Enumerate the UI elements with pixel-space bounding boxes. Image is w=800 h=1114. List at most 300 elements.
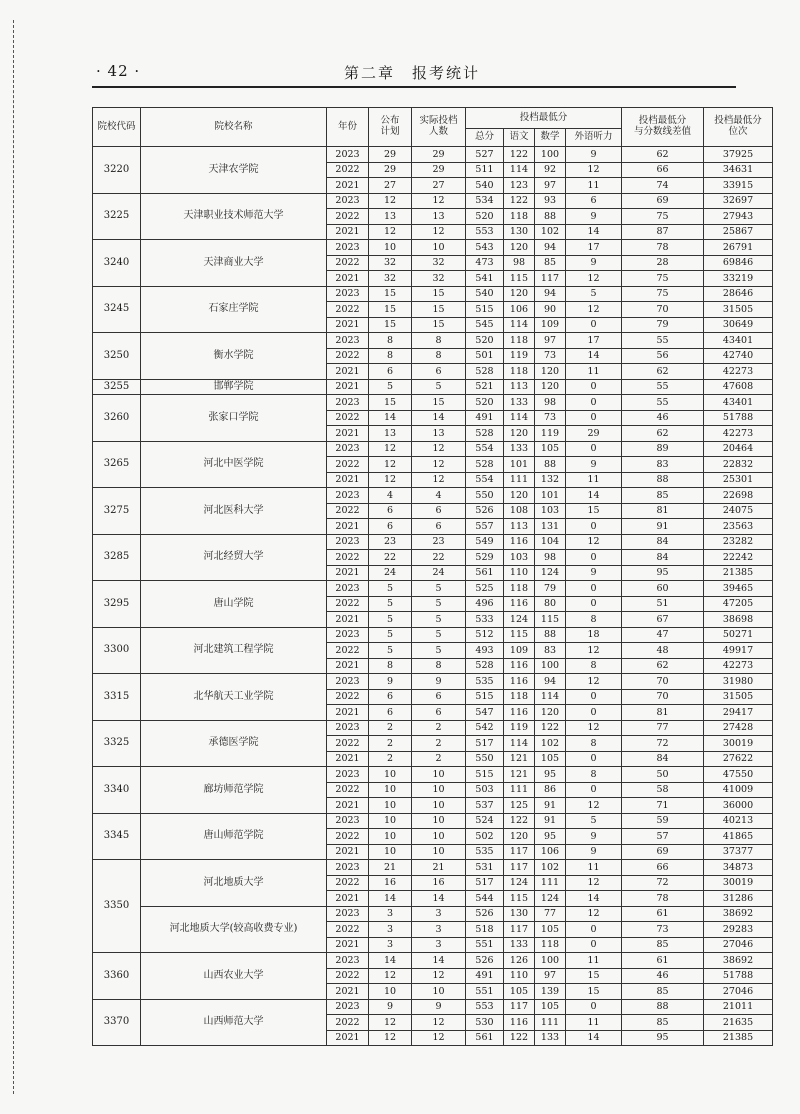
cell-rank: 42273	[704, 364, 773, 380]
cell-plan: 29	[369, 147, 412, 163]
cell-foreign: 14	[566, 1030, 622, 1046]
cell-chinese: 115	[504, 891, 535, 907]
cell-enrolled: 12	[412, 224, 466, 240]
cell-year: 2021	[327, 472, 369, 488]
cell-diff: 62	[622, 364, 704, 380]
page-number: · 42 ·	[96, 62, 141, 80]
cell-rank: 30019	[704, 736, 773, 752]
school-name: 河北地质大学	[141, 860, 327, 907]
cell-rank: 42740	[704, 348, 773, 364]
cell-year: 2023	[327, 240, 369, 256]
cell-plan: 10	[369, 984, 412, 1000]
cell-chinese: 120	[504, 286, 535, 302]
cell-foreign: 0	[566, 410, 622, 426]
cell-year: 2023	[327, 720, 369, 736]
cell-chinese: 103	[504, 550, 535, 566]
school-name: 张家口学院	[141, 395, 327, 442]
cell-year: 2021	[327, 984, 369, 1000]
table-row	[93, 720, 773, 736]
cell-enrolled: 14	[412, 953, 466, 969]
cell-plan: 23	[369, 534, 412, 550]
cell-year: 2022	[327, 782, 369, 798]
cell-year: 2021	[327, 612, 369, 628]
cell-plan: 8	[369, 658, 412, 674]
admission-score-table	[92, 107, 773, 1046]
cell-diff: 70	[622, 302, 704, 318]
cell-total: 537	[466, 798, 504, 814]
cell-foreign: 12	[566, 271, 622, 287]
cell-diff: 62	[622, 426, 704, 442]
cell-diff: 48	[622, 643, 704, 659]
cell-year: 2021	[327, 751, 369, 767]
cell-diff: 46	[622, 968, 704, 984]
cell-plan: 5	[369, 612, 412, 628]
cell-year: 2022	[327, 689, 369, 705]
cell-year: 2021	[327, 891, 369, 907]
cell-total: 491	[466, 968, 504, 984]
cell-diff: 58	[622, 782, 704, 798]
cell-rank: 27622	[704, 751, 773, 767]
cell-diff: 55	[622, 395, 704, 411]
cell-year: 2022	[327, 162, 369, 178]
cell-foreign: 9	[566, 565, 622, 581]
cell-total: 561	[466, 565, 504, 581]
cell-enrolled: 3	[412, 937, 466, 953]
cell-total: 496	[466, 596, 504, 612]
cell-total: 521	[466, 379, 504, 395]
school-code: 3225	[93, 193, 141, 240]
cell-foreign: 11	[566, 364, 622, 380]
school-code: 3295	[93, 581, 141, 628]
cell-foreign: 8	[566, 736, 622, 752]
cell-plan: 12	[369, 441, 412, 457]
header-rank: 投档最低分 位次	[704, 108, 773, 147]
cell-enrolled: 8	[412, 658, 466, 674]
cell-rank: 43401	[704, 395, 773, 411]
cell-enrolled: 10	[412, 782, 466, 798]
cell-chinese: 105	[504, 984, 535, 1000]
cell-diff: 75	[622, 209, 704, 225]
cell-rank: 27046	[704, 937, 773, 953]
cell-foreign: 15	[566, 984, 622, 1000]
cell-diff: 95	[622, 1030, 704, 1046]
cell-year: 2021	[327, 798, 369, 814]
cell-diff: 57	[622, 829, 704, 845]
cell-foreign: 0	[566, 999, 622, 1015]
cell-math: 86	[535, 782, 566, 798]
cell-plan: 5	[369, 581, 412, 597]
school-name: 天津商业大学	[141, 240, 327, 287]
cell-diff: 87	[622, 224, 704, 240]
cell-total: 550	[466, 488, 504, 504]
cell-total: 535	[466, 844, 504, 860]
cell-chinese: 124	[504, 612, 535, 628]
cell-year: 2023	[327, 147, 369, 163]
cell-math: 88	[535, 627, 566, 643]
cell-enrolled: 3	[412, 906, 466, 922]
cell-total: 553	[466, 224, 504, 240]
cell-enrolled: 32	[412, 255, 466, 271]
cell-year: 2022	[327, 457, 369, 473]
cell-diff: 75	[622, 286, 704, 302]
cell-foreign: 0	[566, 751, 622, 767]
cell-foreign: 9	[566, 844, 622, 860]
cell-rank: 41009	[704, 782, 773, 798]
cell-diff: 62	[622, 658, 704, 674]
cell-plan: 10	[369, 240, 412, 256]
cell-total: 554	[466, 472, 504, 488]
cell-rank: 20464	[704, 441, 773, 457]
school-code: 3300	[93, 627, 141, 674]
cell-enrolled: 24	[412, 565, 466, 581]
page-header	[92, 62, 732, 84]
cell-rank: 26791	[704, 240, 773, 256]
cell-total: 550	[466, 751, 504, 767]
cell-plan: 12	[369, 1030, 412, 1046]
cell-enrolled: 5	[412, 612, 466, 628]
chapter-title: 第二章 报考统计	[343, 64, 480, 82]
header-code: 院校代码	[93, 108, 141, 147]
cell-rank: 47550	[704, 767, 773, 783]
cell-diff: 77	[622, 720, 704, 736]
cell-total: 501	[466, 348, 504, 364]
cell-foreign: 0	[566, 581, 622, 597]
school-code: 3350	[93, 860, 141, 953]
cell-plan: 21	[369, 860, 412, 876]
cell-year: 2021	[327, 519, 369, 535]
cell-plan: 8	[369, 348, 412, 364]
cell-plan: 15	[369, 395, 412, 411]
cell-total: 473	[466, 255, 504, 271]
cell-chinese: 111	[504, 782, 535, 798]
cell-year: 2022	[327, 550, 369, 566]
cell-chinese: 133	[504, 441, 535, 457]
cell-year: 2022	[327, 829, 369, 845]
cell-year: 2021	[327, 1030, 369, 1046]
cell-total: 530	[466, 1015, 504, 1031]
cell-foreign: 9	[566, 255, 622, 271]
cell-chinese: 114	[504, 410, 535, 426]
cell-rank: 50271	[704, 627, 773, 643]
cell-rank: 23563	[704, 519, 773, 535]
cell-rank: 51788	[704, 410, 773, 426]
cell-chinese: 120	[504, 488, 535, 504]
cell-enrolled: 32	[412, 271, 466, 287]
cell-rank: 47608	[704, 379, 773, 395]
cell-foreign: 9	[566, 209, 622, 225]
cell-plan: 9	[369, 674, 412, 690]
cell-total: 541	[466, 271, 504, 287]
cell-diff: 61	[622, 906, 704, 922]
cell-chinese: 119	[504, 348, 535, 364]
cell-rank: 51788	[704, 968, 773, 984]
cell-enrolled: 10	[412, 813, 466, 829]
cell-foreign: 17	[566, 333, 622, 349]
table-row	[93, 193, 773, 209]
cell-chinese: 122	[504, 1030, 535, 1046]
cell-diff: 84	[622, 534, 704, 550]
cell-diff: 85	[622, 984, 704, 1000]
cell-chinese: 98	[504, 255, 535, 271]
cell-diff: 88	[622, 999, 704, 1015]
cell-total: 549	[466, 534, 504, 550]
cell-diff: 28	[622, 255, 704, 271]
cell-foreign: 12	[566, 798, 622, 814]
cell-total: 528	[466, 426, 504, 442]
cell-foreign: 9	[566, 457, 622, 473]
cell-chinese: 119	[504, 720, 535, 736]
cell-math: 100	[535, 147, 566, 163]
cell-enrolled: 12	[412, 193, 466, 209]
cell-math: 101	[535, 488, 566, 504]
cell-math: 102	[535, 860, 566, 876]
cell-foreign: 12	[566, 875, 622, 891]
cell-foreign: 11	[566, 860, 622, 876]
cell-diff: 95	[622, 565, 704, 581]
cell-foreign: 14	[566, 348, 622, 364]
cell-rank: 29417	[704, 705, 773, 721]
school-name: 山西农业大学	[141, 953, 327, 1000]
binding-line	[13, 20, 14, 1094]
cell-math: 92	[535, 162, 566, 178]
cell-plan: 15	[369, 302, 412, 318]
cell-foreign: 14	[566, 891, 622, 907]
cell-rank: 21011	[704, 999, 773, 1015]
cell-enrolled: 6	[412, 364, 466, 380]
header-rule	[92, 86, 736, 88]
cell-math: 73	[535, 348, 566, 364]
cell-year: 2022	[327, 596, 369, 612]
school-code: 3260	[93, 395, 141, 442]
cell-rank: 47205	[704, 596, 773, 612]
cell-enrolled: 23	[412, 534, 466, 550]
cell-foreign: 0	[566, 519, 622, 535]
cell-chinese: 116	[504, 1015, 535, 1031]
cell-chinese: 124	[504, 875, 535, 891]
cell-rank: 39465	[704, 581, 773, 597]
cell-rank: 49917	[704, 643, 773, 659]
cell-year: 2023	[327, 674, 369, 690]
cell-enrolled: 15	[412, 317, 466, 333]
cell-year: 2022	[327, 736, 369, 752]
cell-rank: 33915	[704, 178, 773, 194]
cell-diff: 73	[622, 922, 704, 938]
cell-rank: 38692	[704, 906, 773, 922]
cell-total: 528	[466, 457, 504, 473]
table-row	[93, 767, 773, 783]
cell-diff: 62	[622, 147, 704, 163]
cell-enrolled: 8	[412, 333, 466, 349]
cell-foreign: 6	[566, 193, 622, 209]
cell-chinese: 116	[504, 674, 535, 690]
cell-total: 526	[466, 503, 504, 519]
cell-foreign: 0	[566, 317, 622, 333]
cell-plan: 6	[369, 503, 412, 519]
cell-plan: 10	[369, 844, 412, 860]
cell-total: 520	[466, 209, 504, 225]
cell-rank: 28646	[704, 286, 773, 302]
cell-foreign: 9	[566, 147, 622, 163]
cell-diff: 79	[622, 317, 704, 333]
cell-total: 520	[466, 395, 504, 411]
table-row	[93, 674, 773, 690]
cell-chinese: 116	[504, 658, 535, 674]
school-code: 3345	[93, 813, 141, 860]
cell-plan: 12	[369, 1015, 412, 1031]
cell-total: 561	[466, 1030, 504, 1046]
cell-plan: 14	[369, 953, 412, 969]
cell-year: 2021	[327, 705, 369, 721]
cell-math: 98	[535, 395, 566, 411]
cell-math: 133	[535, 1030, 566, 1046]
cell-enrolled: 3	[412, 922, 466, 938]
cell-rank: 38692	[704, 953, 773, 969]
cell-diff: 56	[622, 348, 704, 364]
cell-enrolled: 10	[412, 844, 466, 860]
cell-chinese: 118	[504, 581, 535, 597]
cell-enrolled: 27	[412, 178, 466, 194]
cell-rank: 21385	[704, 565, 773, 581]
cell-chinese: 121	[504, 767, 535, 783]
cell-chinese: 117	[504, 999, 535, 1015]
cell-math: 97	[535, 333, 566, 349]
cell-enrolled: 12	[412, 441, 466, 457]
table-row	[93, 441, 773, 457]
cell-year: 2023	[327, 441, 369, 457]
cell-plan: 5	[369, 596, 412, 612]
cell-rank: 25301	[704, 472, 773, 488]
cell-diff: 70	[622, 674, 704, 690]
cell-diff: 88	[622, 472, 704, 488]
cell-chinese: 118	[504, 209, 535, 225]
cell-total: 544	[466, 891, 504, 907]
cell-plan: 5	[369, 379, 412, 395]
cell-math: 93	[535, 193, 566, 209]
cell-enrolled: 10	[412, 829, 466, 845]
table-row	[93, 627, 773, 643]
cell-enrolled: 2	[412, 751, 466, 767]
cell-enrolled: 15	[412, 302, 466, 318]
cell-math: 120	[535, 379, 566, 395]
cell-total: 526	[466, 906, 504, 922]
cell-year: 2023	[327, 534, 369, 550]
cell-year: 2023	[327, 395, 369, 411]
school-name: 河北地质大学(较高收费专业)	[141, 906, 327, 953]
cell-math: 83	[535, 643, 566, 659]
school-name: 石家庄学院	[141, 286, 327, 333]
cell-plan: 32	[369, 255, 412, 271]
cell-foreign: 0	[566, 937, 622, 953]
cell-diff: 83	[622, 457, 704, 473]
cell-enrolled: 12	[412, 968, 466, 984]
table-row	[93, 240, 773, 256]
cell-plan: 5	[369, 627, 412, 643]
cell-plan: 5	[369, 643, 412, 659]
cell-chinese: 114	[504, 317, 535, 333]
cell-foreign: 11	[566, 472, 622, 488]
cell-math: 115	[535, 612, 566, 628]
cell-diff: 91	[622, 519, 704, 535]
cell-rank: 27046	[704, 984, 773, 1000]
cell-enrolled: 2	[412, 736, 466, 752]
cell-rank: 32697	[704, 193, 773, 209]
cell-diff: 46	[622, 410, 704, 426]
cell-year: 2023	[327, 488, 369, 504]
cell-plan: 2	[369, 720, 412, 736]
cell-plan: 15	[369, 317, 412, 333]
cell-rank: 31505	[704, 689, 773, 705]
cell-year: 2023	[327, 953, 369, 969]
cell-diff: 50	[622, 767, 704, 783]
cell-enrolled: 14	[412, 410, 466, 426]
cell-enrolled: 16	[412, 875, 466, 891]
cell-diff: 60	[622, 581, 704, 597]
cell-year: 2022	[327, 875, 369, 891]
cell-plan: 16	[369, 875, 412, 891]
cell-foreign: 12	[566, 162, 622, 178]
cell-enrolled: 6	[412, 705, 466, 721]
cell-math: 91	[535, 798, 566, 814]
table-body	[93, 147, 773, 1046]
cell-foreign: 0	[566, 441, 622, 457]
cell-math: 97	[535, 968, 566, 984]
cell-foreign: 0	[566, 379, 622, 395]
cell-plan: 12	[369, 457, 412, 473]
cell-math: 132	[535, 472, 566, 488]
cell-year: 2021	[327, 844, 369, 860]
cell-chinese: 108	[504, 503, 535, 519]
cell-total: 491	[466, 410, 504, 426]
cell-total: 518	[466, 922, 504, 938]
cell-math: 77	[535, 906, 566, 922]
cell-enrolled: 5	[412, 627, 466, 643]
cell-rank: 37377	[704, 844, 773, 860]
cell-foreign: 5	[566, 286, 622, 302]
cell-enrolled: 22	[412, 550, 466, 566]
cell-year: 2021	[327, 317, 369, 333]
cell-year: 2023	[327, 906, 369, 922]
cell-enrolled: 29	[412, 147, 466, 163]
cell-math: 104	[535, 534, 566, 550]
cell-total: 533	[466, 612, 504, 628]
cell-math: 79	[535, 581, 566, 597]
cell-chinese: 110	[504, 565, 535, 581]
cell-foreign: 12	[566, 674, 622, 690]
cell-chinese: 126	[504, 953, 535, 969]
cell-diff: 89	[622, 441, 704, 457]
school-code: 3340	[93, 767, 141, 814]
school-code: 3315	[93, 674, 141, 721]
cell-year: 2023	[327, 813, 369, 829]
cell-rank: 34873	[704, 860, 773, 876]
cell-math: 97	[535, 178, 566, 194]
cell-rank: 24075	[704, 503, 773, 519]
cell-rank: 22698	[704, 488, 773, 504]
cell-rank: 41865	[704, 829, 773, 845]
cell-plan: 8	[369, 333, 412, 349]
school-name: 廊坊师范学院	[141, 767, 327, 814]
school-name: 唐山师范学院	[141, 813, 327, 860]
cell-plan: 3	[369, 922, 412, 938]
cell-foreign: 14	[566, 224, 622, 240]
cell-year: 2021	[327, 364, 369, 380]
cell-plan: 4	[369, 488, 412, 504]
cell-plan: 29	[369, 162, 412, 178]
cell-enrolled: 10	[412, 767, 466, 783]
cell-foreign: 0	[566, 596, 622, 612]
school-name: 河北经贸大学	[141, 534, 327, 581]
header-min-score-group: 投档最低分	[466, 108, 622, 129]
